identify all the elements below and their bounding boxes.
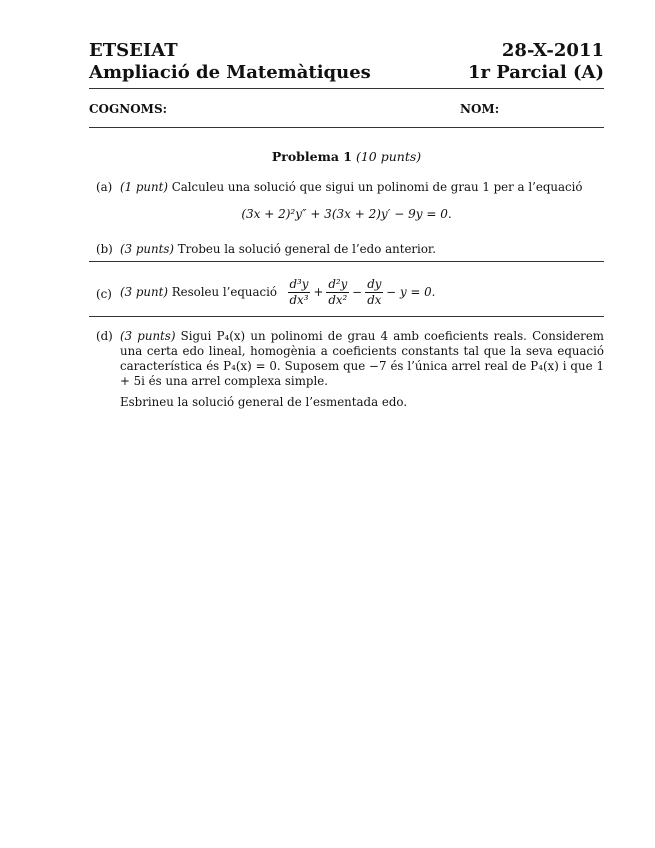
item-c-body	[120, 272, 604, 312]
problem-points: (10 punts)	[355, 149, 422, 164]
name-label: NOM:	[460, 102, 500, 116]
item-b-divider	[89, 261, 604, 262]
student-fields	[89, 102, 604, 116]
item-b-body	[120, 242, 604, 257]
item-a-text: Calculeu una solució que sigui un polinomi de grau 1 per a l’equació	[171, 180, 583, 194]
item-d-label: (d)	[96, 329, 113, 343]
fraction-3-denominator: dx	[367, 292, 382, 307]
exam-header	[89, 40, 604, 84]
course-name: Ampliació de Matemàtiques	[89, 62, 371, 83]
item-c-points: (3 punt)	[120, 284, 168, 299]
fraction-3-numerator: dy	[367, 276, 382, 291]
equation-tail: − y = 0.	[386, 284, 436, 299]
item-b-points: (3 punts)	[120, 242, 175, 256]
operator-minus: −	[352, 284, 363, 299]
surname-label: COGNOMS:	[89, 102, 168, 116]
fraction-d2y-dx2	[326, 278, 349, 307]
item-b-label: (b)	[96, 242, 113, 256]
item-c-text: Resoleu l’equació	[171, 284, 277, 299]
exam-date: 28-X-2011	[501, 40, 604, 61]
item-d-body	[120, 329, 604, 410]
item-a-points: (1 punt)	[120, 180, 168, 194]
fraction-1-denominator: dx³	[289, 292, 309, 307]
item-a-equation: (3x + 2)²y″ + 3(3x + 2)y′ − 9y = 0.	[241, 207, 452, 221]
item-b-text: Trobeu la solució general de l’edo anterior.	[177, 242, 437, 256]
fraction-dy-dx	[365, 278, 383, 307]
fraction-2-denominator: dx²	[328, 292, 348, 307]
item-c-divider	[89, 316, 604, 317]
fraction-d3y-dx3	[288, 278, 311, 307]
header-row-2	[89, 62, 604, 84]
item-a-label: (a)	[96, 180, 113, 194]
school-name: ETSEIAT	[89, 40, 178, 61]
fields-divider	[89, 127, 604, 128]
item-c-label: (c)	[96, 287, 112, 301]
item-d-text: Sigui P₄(x) un polinomi de grau 4 amb coeficients reals. Considerem una certa edo lineal, homogènia a coeficients constants tal que la seva equació característica és P₄(x) = 0. Suposem que −7 és l’única arrel real de P₄(x) i que 1 + 5i és una arrel complexa simple.	[120, 329, 604, 388]
problem-title-label: Problema 1	[271, 149, 352, 164]
problem-title	[89, 149, 604, 164]
operator-plus: +	[313, 284, 324, 299]
item-a-body	[120, 180, 604, 195]
header-divider	[89, 88, 604, 89]
fraction-1-numerator: d³y	[289, 276, 309, 291]
exam-name: 1r Parcial (A)	[467, 62, 604, 83]
header-row-1	[89, 40, 604, 62]
fraction-2-numerator: d²y	[328, 276, 348, 291]
item-c	[96, 272, 604, 312]
item-d-points: (3 punts)	[120, 329, 176, 343]
item-d-question: Esbrineu la solució general de l’esmentada edo.	[120, 395, 408, 409]
